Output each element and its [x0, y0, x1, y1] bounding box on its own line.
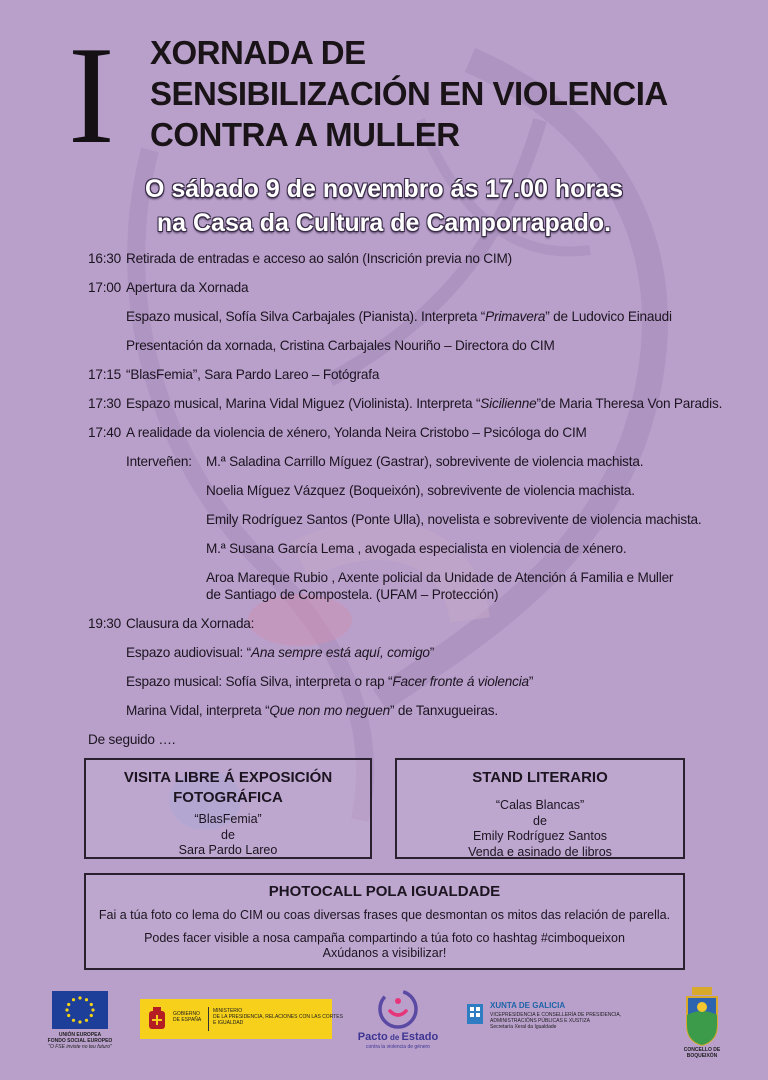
- photocall-line-3: Axúdanos a visibilizar!: [322, 946, 447, 960]
- program-row-1930-rap: Espazo musical: Sofía Silva, interpreta o rap “Facer fronte á violencia”: [126, 674, 534, 689]
- spain-coat-of-arms-icon: [146, 1005, 168, 1033]
- exhibition-box: [84, 758, 372, 859]
- concello-line-1: CONCELLO DE: [683, 1047, 721, 1053]
- pacto-tagline: contra la violencia de género: [366, 1044, 430, 1050]
- galicia-shield-icon: [466, 1003, 484, 1025]
- exhibition-line-1: “BlasFemia”: [194, 812, 262, 826]
- work-title: Primavera: [485, 309, 546, 324]
- exhibition-line-2: de: [221, 827, 235, 842]
- book-stand-line-2: de: [533, 813, 547, 828]
- work-title: Facer fronte á violencia: [392, 674, 529, 689]
- speaker-1: M.ª Saladina Carrillo Míguez (Gastrar), sobrevivente de violencia machista.: [206, 454, 644, 469]
- program-row-1700-presentation: Presentación da xornada, Cristina Carbajales Nouriño – Directora do CIM: [126, 338, 555, 353]
- program-row-1930-violin: Marina Vidal, interpreta “Que non mo neguen” de Tanxugueiras.: [126, 703, 498, 718]
- program-time: 17:00: [88, 280, 122, 295]
- ministerio-line-2: DE LA PRESIDENCIA, RELACIONES CON LAS CORTES: [213, 1014, 343, 1020]
- book-stand-line-3: Emily Rodríguez Santos: [472, 829, 608, 843]
- program-text: Apertura da Xornada: [126, 280, 249, 295]
- program-text: Retirada de entradas e acceso ao salón (Inscrición previa no CIM): [126, 251, 512, 266]
- exhibition-title-2: FOTOGRÁFICA: [173, 789, 283, 806]
- program-time: 16:30: [88, 251, 122, 266]
- xunta-line-2: ADMINISTRACIÓNS PÚBLICAS E XUSTIZA: [490, 1018, 591, 1024]
- book-stand-title: STAND LITERARIO: [472, 769, 608, 786]
- subtitle-venue: na Casa da Cultura de Camporrapado.: [156, 209, 612, 237]
- gobierno-line-2: DE ESPAÑA: [173, 1017, 202, 1023]
- concello-logo: [672, 985, 732, 1059]
- photocall-title: PHOTOCALL POLA IGUALDADE: [268, 883, 501, 900]
- program-row-1740: [88, 424, 587, 441]
- speaker-3: Emily Rodríguez Santos (Ponte Ulla), novelista e sobrevivente de violencia machista.: [206, 512, 702, 527]
- pacto-name: Pacto de Estado: [357, 1031, 439, 1043]
- xunta-line-3: Secretaría Xeral da Igualdade: [490, 1024, 557, 1030]
- work-title: Sicilienne: [480, 396, 537, 411]
- subtitle-date: O sábado 9 de novembro ás 17.00 horas: [145, 175, 623, 203]
- title-lines: [150, 32, 668, 155]
- xunta-logo: [466, 1001, 656, 1041]
- speaker-2: Noelia Míguez Vázquez (Boqueixón), sobrevivente de violencia machista.: [206, 483, 635, 498]
- program-time: 19:30: [88, 616, 122, 631]
- title-line-3: CONTRA A MULLER: [150, 116, 460, 153]
- exhibition-title-1: VISITA LIBRE Á EXPOSICIÓN: [123, 769, 333, 786]
- speaker-4: M.ª Susana García Lema , avogada especialista en violencia de xénero.: [206, 541, 627, 556]
- gobierno-divider: [208, 1007, 209, 1031]
- concello-line-2: BOQUEIXÓN: [686, 1053, 718, 1059]
- program-text: “BlasFemia”, Sara Pardo Lareo – Fotógrafa: [126, 367, 380, 382]
- photocall-box: [84, 873, 685, 970]
- eu-flag-icon: [52, 991, 108, 1029]
- title-line-2: SENSIBILIZACIÓN EN VIOLENCIA: [150, 75, 668, 112]
- pacto-circle-icon: [376, 987, 420, 1031]
- program-text: A realidade da violencia de xénero, Yolanda Neira Cristobo – Psicóloga do CIM: [126, 425, 587, 440]
- gobierno-line-1: GOBIERNO: [173, 1011, 200, 1017]
- concello-coat-of-arms-icon: [683, 985, 721, 1047]
- title-line-1: XORNADA DE: [150, 34, 366, 71]
- program-row-1930-audiovisual: Espazo audiovisual: “Ana sempre está aquí, comigo”: [126, 645, 435, 660]
- speaker-5-continued: de Santiago de Compostela. (UFAM – Protección): [206, 587, 499, 602]
- ministerio-line-1: MINISTERIO: [213, 1008, 243, 1014]
- program-row-1630: [88, 250, 512, 267]
- book-stand-line-1: “Calas Blancas”: [495, 798, 585, 812]
- eu-logo-line-1: UNIÓN EUROPEA: [58, 1032, 102, 1038]
- speaker-5: Aroa Mareque Rubio , Axente policial da Unidade de Atención á Familia e Muller: [206, 570, 674, 585]
- sponsor-logos: [0, 985, 768, 1080]
- photocall-line-1: Fai a túa foto co lema do CIM ou coas diversas frases que desmontan os mitos das relación de parella.: [98, 908, 671, 922]
- xunta-line-1: VICEPRESIDENCIA E CONSELLERÍA DE PRESIDENCIA,: [490, 1012, 622, 1018]
- program-row-1700: [88, 279, 248, 296]
- eu-logo: [44, 991, 116, 1050]
- program-row-1715: [88, 366, 379, 383]
- gobierno-logo: [140, 999, 343, 1039]
- speakers-label: Interveñen:: [126, 454, 192, 469]
- book-stand-line-4: Venda e asinado de libros: [468, 844, 612, 859]
- work-title: Que non mo neguen: [269, 703, 390, 718]
- exhibition-line-3: Sara Pardo Lareo: [178, 843, 278, 857]
- program-text: Clausura da Xornada:: [126, 616, 255, 631]
- program-row-1730: 17:30 Espazo musical, Marina Vidal Miguez (Violinista). Interpreta “Sicilienne”de Maria Theresa Von Paradis.: [88, 396, 723, 411]
- photocall-line-2: Podes facer visible a nosa campaña compartindo a túa foto co hashtag #cimboqueixon: [144, 930, 625, 945]
- title-block: [62, 18, 742, 173]
- eu-logo-line-2: FONDO SOCIAL EUROPEO: [47, 1038, 113, 1044]
- program-time: 17:40: [88, 425, 122, 440]
- pacto-de-estado-logo: [352, 987, 444, 1050]
- program-time: 17:15: [88, 367, 122, 382]
- book-stand-box: [395, 758, 685, 859]
- ministerio-line-3: E IGUALDAD: [213, 1020, 244, 1026]
- xunta-name: XUNTA DE GALICIA: [490, 1001, 566, 1010]
- program-row-1700-musical: Espazo musical, Sofía Silva Carbajales (Pianista). Interpreta “Primavera” de Ludovico Einaudi: [126, 309, 672, 324]
- work-title: Ana sempre está aquí, comigo: [251, 645, 430, 660]
- title-roman-numeral: I: [68, 18, 115, 173]
- eu-logo-line-3: "O FSE inviste no teu futuro": [48, 1044, 112, 1050]
- program-time: 17:30: [88, 396, 122, 411]
- de-seguido: De seguido ….: [88, 732, 176, 747]
- program-row-1930: [88, 615, 254, 632]
